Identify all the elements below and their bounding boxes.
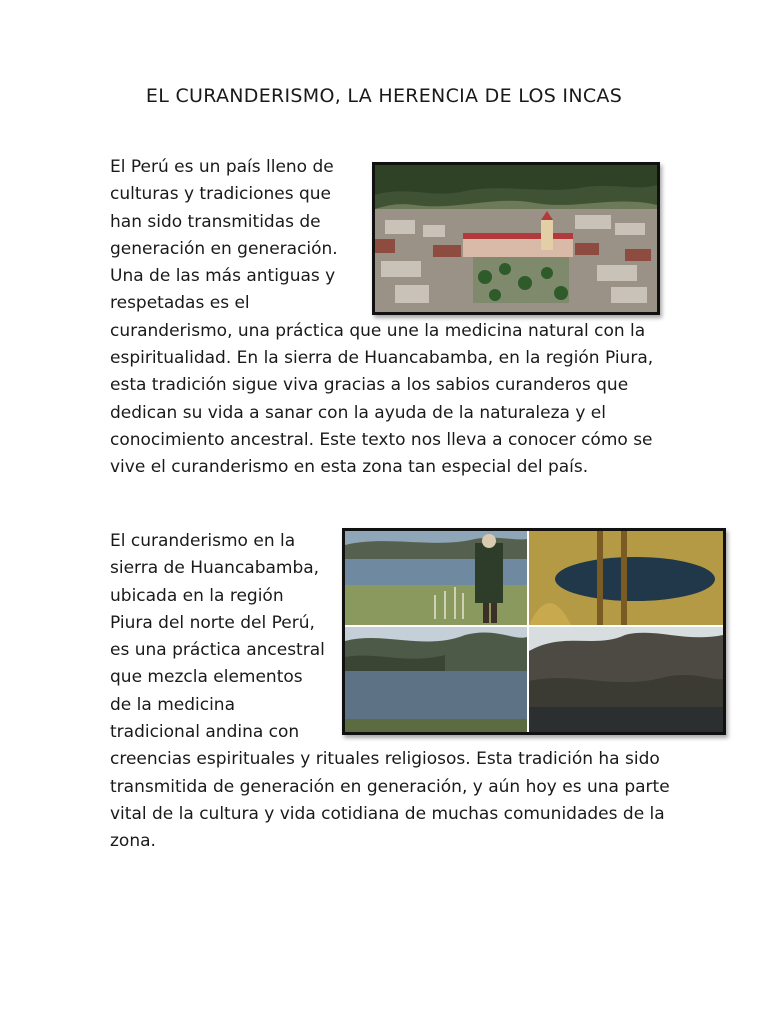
paragraph-2-text: El curanderismo en la sierra de Huancabamba, ubicada en la región Piura del norte del Perú, es una práctica ancestral que mezcla elementos de la medicina tradicional andina con creencias espirituales y rituales religiosos. Esta tradición ha sido transmitida de generación en generación, y aún hoy es una parte vital de la cultura y vida cotidiana de muchas comunidades de la zona. bbox=[110, 531, 670, 852]
document-title: EL CURANDERISMO, LA HERENCIA DE LOS INCAS bbox=[145, 85, 623, 107]
photo-mountain-lake bbox=[345, 627, 527, 732]
paragraph-1 bbox=[110, 154, 670, 482]
photo-lagoon-reeds bbox=[529, 531, 723, 625]
town-aerial-photo bbox=[372, 162, 660, 315]
highland-lagoons-collage bbox=[342, 528, 726, 735]
paragraph-1-text: El Perú es un país lleno de culturas y tradiciones que han sido transmitidas de generación en generación. Una de las más antiguas y respetadas es el curanderismo, una práctica que une la medicina natural con la espiritualidad. En la sierra de Huancabamba, en la región Piura, esta tradición sigue viva gracias a los sabios curanderos que dedican su vida a sanar con la ayuda de la naturaleza y el conocimiento ancestral. Este texto nos lleva a conocer cómo se vive el curanderismo en esta zona tan especial del país. bbox=[110, 157, 654, 478]
photo-rocky-hills bbox=[529, 627, 723, 732]
photo-healer-by-lagoon bbox=[345, 531, 527, 625]
paragraph-2 bbox=[110, 528, 670, 856]
